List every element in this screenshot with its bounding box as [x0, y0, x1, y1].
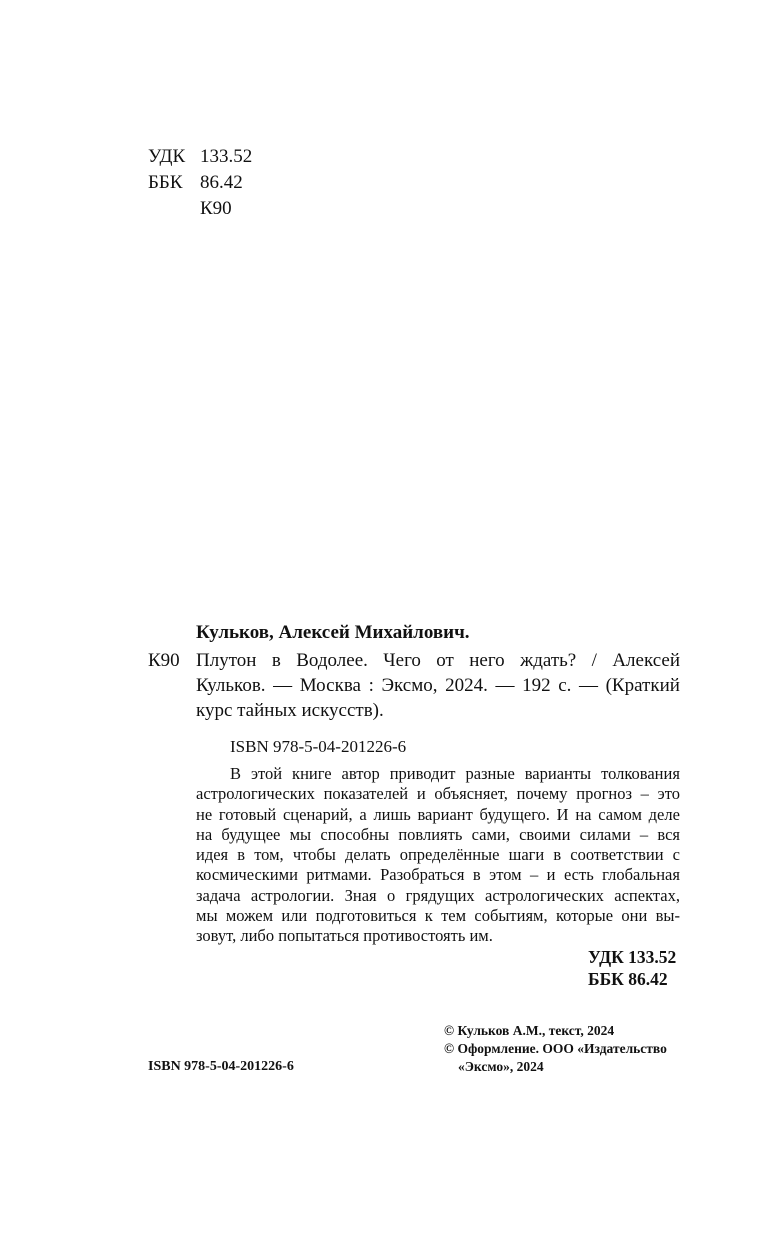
word: не — [196, 804, 213, 824]
word: 2024. — [445, 675, 488, 696]
word: с. — [558, 675, 572, 696]
word: автор — [341, 764, 380, 783]
word: И — [556, 804, 569, 824]
word: в — [472, 865, 481, 885]
word: в — [237, 845, 246, 865]
word: зовут, либо попытаться противостоять им. — [196, 926, 493, 946]
word: а — [359, 804, 367, 824]
isbn-bottom: ISBN 978-5-04-201226-6 — [148, 1059, 294, 1074]
word: курс тайных искусств). — [196, 700, 384, 721]
word: повлиять — [398, 824, 463, 844]
word: глобальная — [602, 865, 680, 885]
word: — — [273, 675, 293, 696]
card-right-codes — [588, 946, 676, 990]
copyright-text-line: © Кульков А.М., текст, 2024 — [444, 1023, 615, 1038]
annotation-line — [196, 825, 680, 845]
word: показателей — [323, 784, 409, 804]
annotation-line — [196, 926, 680, 946]
word: в — [271, 650, 281, 671]
annotation-line — [196, 845, 680, 865]
word: Водолее. — [296, 650, 368, 671]
word: и — [546, 865, 556, 885]
word: – — [639, 824, 649, 844]
word: Плутон — [196, 650, 257, 671]
word: приводит — [389, 764, 456, 783]
annotation — [196, 764, 680, 947]
word: Зная — [344, 885, 377, 905]
annotation-line — [196, 784, 680, 804]
udk-label: УДК — [148, 146, 186, 167]
word: ритмами. — [306, 865, 372, 885]
word: грядущих — [405, 885, 475, 905]
title-line — [196, 698, 680, 723]
word: Чего — [383, 650, 421, 671]
word: подготовиться — [315, 906, 417, 926]
word: прогноз — [576, 784, 632, 804]
card-author: Кульков, Алексей Михайлович. — [196, 622, 470, 643]
annotation-line — [196, 764, 680, 784]
word: почему — [516, 784, 568, 804]
word: Кульков. — [196, 675, 266, 696]
word: можем — [225, 906, 274, 926]
bbk-value: 86.42 — [200, 172, 243, 193]
word: с — [672, 845, 680, 865]
word: – — [530, 865, 539, 885]
word: книге — [292, 764, 332, 783]
word: В — [230, 764, 242, 783]
word: шаги — [508, 845, 545, 865]
word: своими — [519, 824, 571, 844]
annotation-line — [196, 886, 680, 906]
author-sign: К90 — [200, 198, 232, 219]
annotation-line — [196, 865, 680, 885]
annotation-line — [196, 906, 680, 926]
word: астрологических — [485, 885, 604, 905]
bbk-label: ББК — [148, 172, 183, 193]
title-line — [196, 673, 680, 698]
word: том, — [254, 845, 284, 865]
word: Алексей — [612, 650, 680, 671]
word: способны — [320, 824, 390, 844]
word: деле — [648, 804, 680, 824]
word: от — [436, 650, 454, 671]
word: него — [469, 650, 505, 671]
word: событиям, — [474, 906, 548, 926]
word: чтобы — [292, 845, 336, 865]
word: делать — [344, 845, 391, 865]
bbk-right: ББК 86.42 — [588, 969, 668, 989]
card-author-sign: К90 — [148, 650, 180, 671]
word: Разобраться — [380, 865, 465, 885]
word: и — [416, 784, 426, 804]
word: силами — [579, 824, 631, 844]
word: (Краткий — [605, 675, 680, 696]
word: готовый — [218, 804, 277, 824]
word: сценарий, — [282, 804, 353, 824]
word: они — [621, 906, 648, 926]
word: соответствии — [570, 845, 664, 865]
word: разные — [465, 764, 515, 783]
word: на — [575, 804, 592, 824]
word: / — [591, 650, 597, 671]
word: в — [553, 845, 562, 865]
word: астрологических — [196, 784, 315, 804]
title-line — [196, 648, 680, 673]
word: мы — [289, 824, 312, 844]
word: это — [657, 784, 680, 804]
copyright-publisher-line: «Эксмо», 2024 — [458, 1059, 544, 1074]
udk-right: УДК 133.52 — [588, 947, 677, 967]
word: лишь — [373, 804, 411, 824]
word: задача — [196, 885, 241, 905]
word: о — [387, 885, 396, 905]
word: — — [578, 675, 598, 696]
copyright-block — [444, 1022, 667, 1076]
word: – — [640, 784, 649, 804]
word: этой — [250, 764, 283, 783]
word: Москва — [299, 675, 361, 696]
udk-value: 133.52 — [200, 146, 253, 167]
word: варианты — [524, 764, 592, 783]
word: вариант — [417, 804, 473, 824]
word: объясняет, — [434, 784, 508, 804]
word: на — [196, 824, 213, 844]
word: которые — [555, 906, 614, 926]
card-title-block — [196, 648, 680, 723]
word: вы- — [655, 906, 680, 926]
word: мы — [196, 906, 218, 926]
word: Эксмо, — [381, 675, 438, 696]
word: ждать? — [520, 650, 577, 671]
word: сами, — [471, 824, 510, 844]
word: самом — [598, 804, 642, 824]
annotation-line — [196, 805, 680, 825]
word: астрологии. — [250, 885, 335, 905]
word: 192 — [522, 675, 551, 696]
word: или — [281, 906, 308, 926]
card-isbn: ISBN 978-5-04-201226-6 — [230, 737, 407, 756]
word: этом — [489, 865, 522, 885]
copyright-design-line: © Оформление. ООО «Издательство — [444, 1041, 667, 1056]
word: тем — [441, 906, 467, 926]
word: : — [368, 675, 374, 696]
word: аспектах, — [614, 885, 680, 905]
word: толкования — [601, 764, 680, 783]
word: есть — [563, 865, 594, 885]
word: космическими — [196, 865, 298, 885]
word: определённые — [399, 845, 500, 865]
word: вся — [657, 824, 680, 844]
word: будущего. — [479, 804, 550, 824]
word: к — [424, 906, 433, 926]
word: — — [495, 675, 515, 696]
word: идея — [196, 845, 229, 865]
word: будущее — [221, 824, 281, 844]
